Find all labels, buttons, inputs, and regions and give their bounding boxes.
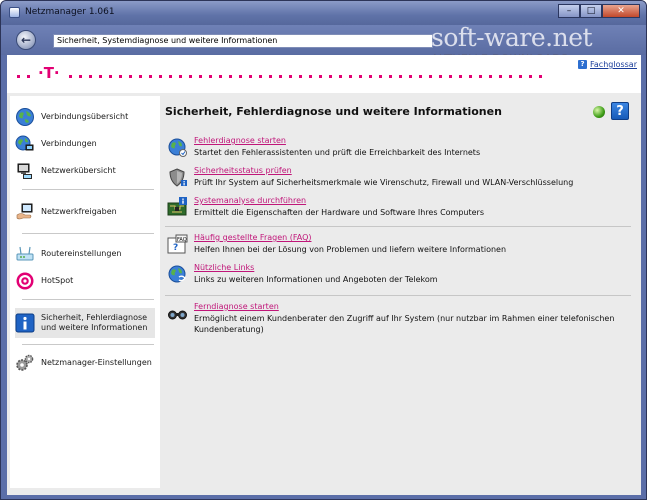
sidebar-item-verbindungsuebersicht[interactable] bbox=[15, 105, 155, 129]
diagnose-globe-icon bbox=[167, 137, 188, 158]
links-globe-icon bbox=[167, 264, 188, 285]
sidebar-item-sicherheit[interactable] bbox=[15, 308, 155, 338]
entry-nuetzliche-links bbox=[167, 263, 627, 289]
sidebar-divider bbox=[22, 344, 154, 345]
ferndiagnose-description: Ermöglicht einem Kundenberater den Zugriff auf Ihr System (nur nutzbar im Rahmen einer telefonischen Kundenberatung) bbox=[194, 314, 615, 334]
sidebar-item-verbindungen[interactable] bbox=[15, 132, 155, 156]
svg-text:FAQ: FAQ bbox=[177, 237, 187, 243]
svg-text:?: ? bbox=[173, 243, 179, 253]
sidebar bbox=[10, 96, 160, 488]
brand-dots-left bbox=[17, 75, 30, 78]
back-button[interactable]: ← bbox=[16, 30, 36, 50]
minimize-button[interactable]: – bbox=[558, 4, 580, 18]
globe-icon bbox=[15, 107, 35, 127]
maximize-button[interactable]: □ bbox=[580, 4, 602, 18]
app-icon bbox=[9, 7, 20, 18]
sidebar-item-label: Netzmanager-Einstellungen bbox=[41, 358, 152, 367]
sidebar-item-label: Sicherheit, Fehlerdiagnose und weitere Informationen bbox=[41, 313, 148, 332]
sidebar-item-label: Verbindungsübersicht bbox=[41, 112, 129, 121]
settings-gears-icon bbox=[15, 353, 35, 373]
glossar[interactable] bbox=[578, 60, 637, 69]
brand-bar bbox=[7, 55, 641, 93]
breadcrumb-address: Sicherheit, Systemdiagnose und weitere Informationen bbox=[53, 34, 433, 48]
network-globe-icon bbox=[15, 134, 35, 154]
fehlerdiagnose-link[interactable]: Fehlerdiagnose starten bbox=[194, 136, 286, 145]
faq-icon bbox=[167, 234, 188, 255]
binoculars-icon bbox=[167, 303, 188, 324]
sidebar-item-netzmanager-einstellungen[interactable] bbox=[15, 351, 155, 375]
help-icon[interactable]: ? bbox=[611, 102, 629, 120]
entry-faq bbox=[167, 233, 627, 259]
entry-ferndiagnose bbox=[167, 302, 627, 334]
network-share-icon bbox=[15, 202, 35, 222]
main-divider bbox=[165, 295, 631, 296]
glossar-help-icon: ? bbox=[578, 60, 587, 69]
content-area bbox=[7, 93, 641, 495]
sidebar-item-label: Netzwerkfreigaben bbox=[41, 207, 117, 216]
page-title: Sicherheit, Fehlerdiagnose und weitere Informationen bbox=[165, 105, 502, 118]
sidebar-item-label: Verbindungen bbox=[41, 139, 97, 148]
sidebar-item-label: Netzwerkübersicht bbox=[41, 166, 116, 175]
glossar-link[interactable]: Fachglossar bbox=[590, 60, 637, 69]
fehlerdiagnose-description: Startet den Fehlerassistenten und prüft die Erreichbarkeit des Internets bbox=[194, 148, 481, 157]
sidebar-item-label: Routereinstellungen bbox=[41, 249, 122, 258]
sidebar-item-netzwerkfreigaben[interactable] bbox=[15, 200, 155, 224]
systemanalyse-description: Ermittelt die Eigenschaften der Hardware und Software Ihres Computers bbox=[194, 208, 484, 217]
window-controls bbox=[558, 4, 640, 18]
nuetzliche-links-link[interactable]: Nützliche Links bbox=[194, 263, 255, 272]
sidebar-divider bbox=[22, 299, 154, 300]
sidebar-divider bbox=[22, 189, 154, 190]
close-button[interactable]: ✕ bbox=[602, 4, 640, 18]
faq-link[interactable]: Häufig gestellte Fragen (FAQ) bbox=[194, 233, 312, 242]
sidebar-item-netzwerkuebersicht[interactable] bbox=[15, 159, 155, 183]
entry-sicherheitsstatus bbox=[167, 166, 627, 192]
info-icon bbox=[15, 313, 35, 333]
sidebar-item-label: HotSpot bbox=[41, 276, 74, 285]
sidebar-item-routereinstellungen[interactable] bbox=[15, 242, 155, 266]
ferndiagnose-link[interactable]: Ferndiagnose starten bbox=[194, 302, 279, 311]
router-icon bbox=[15, 244, 35, 264]
watermark-text: soft-ware.net bbox=[431, 23, 593, 52]
shield-icon bbox=[167, 167, 188, 188]
network-computer-icon bbox=[15, 161, 35, 181]
telekom-logo: ·T· bbox=[38, 64, 60, 82]
hotspot-icon bbox=[15, 271, 35, 291]
system-analysis-icon bbox=[167, 197, 188, 218]
entry-systemanalyse bbox=[167, 196, 627, 222]
sicherheitsstatus-link[interactable]: Sicherheitsstatus prüfen bbox=[194, 166, 292, 175]
systemanalyse-link[interactable]: Systemanalyse durchführen bbox=[194, 196, 307, 205]
sidebar-item-hotspot[interactable] bbox=[15, 269, 155, 293]
faq-description: Helfen Ihnen bei der Lösung von Problemen und liefern weitere Informationen bbox=[194, 245, 507, 254]
sicherheitsstatus-description: Prüft Ihr System auf Sicherheitsmerkmale wie Virenschutz, Firewall und WLAN-Verschlüsselung bbox=[194, 178, 574, 187]
sidebar-divider bbox=[22, 233, 154, 234]
window-title: Netzmanager 1.061 bbox=[25, 7, 115, 17]
nuetzliche-links-description: Links zu weiteren Informationen und Angeboten der Telekom bbox=[194, 275, 438, 284]
status-led-icon bbox=[593, 106, 605, 118]
main-panel bbox=[163, 96, 638, 488]
brand-dots-right bbox=[69, 75, 542, 78]
entry-fehlerdiagnose bbox=[167, 136, 627, 162]
main-divider bbox=[165, 226, 631, 227]
